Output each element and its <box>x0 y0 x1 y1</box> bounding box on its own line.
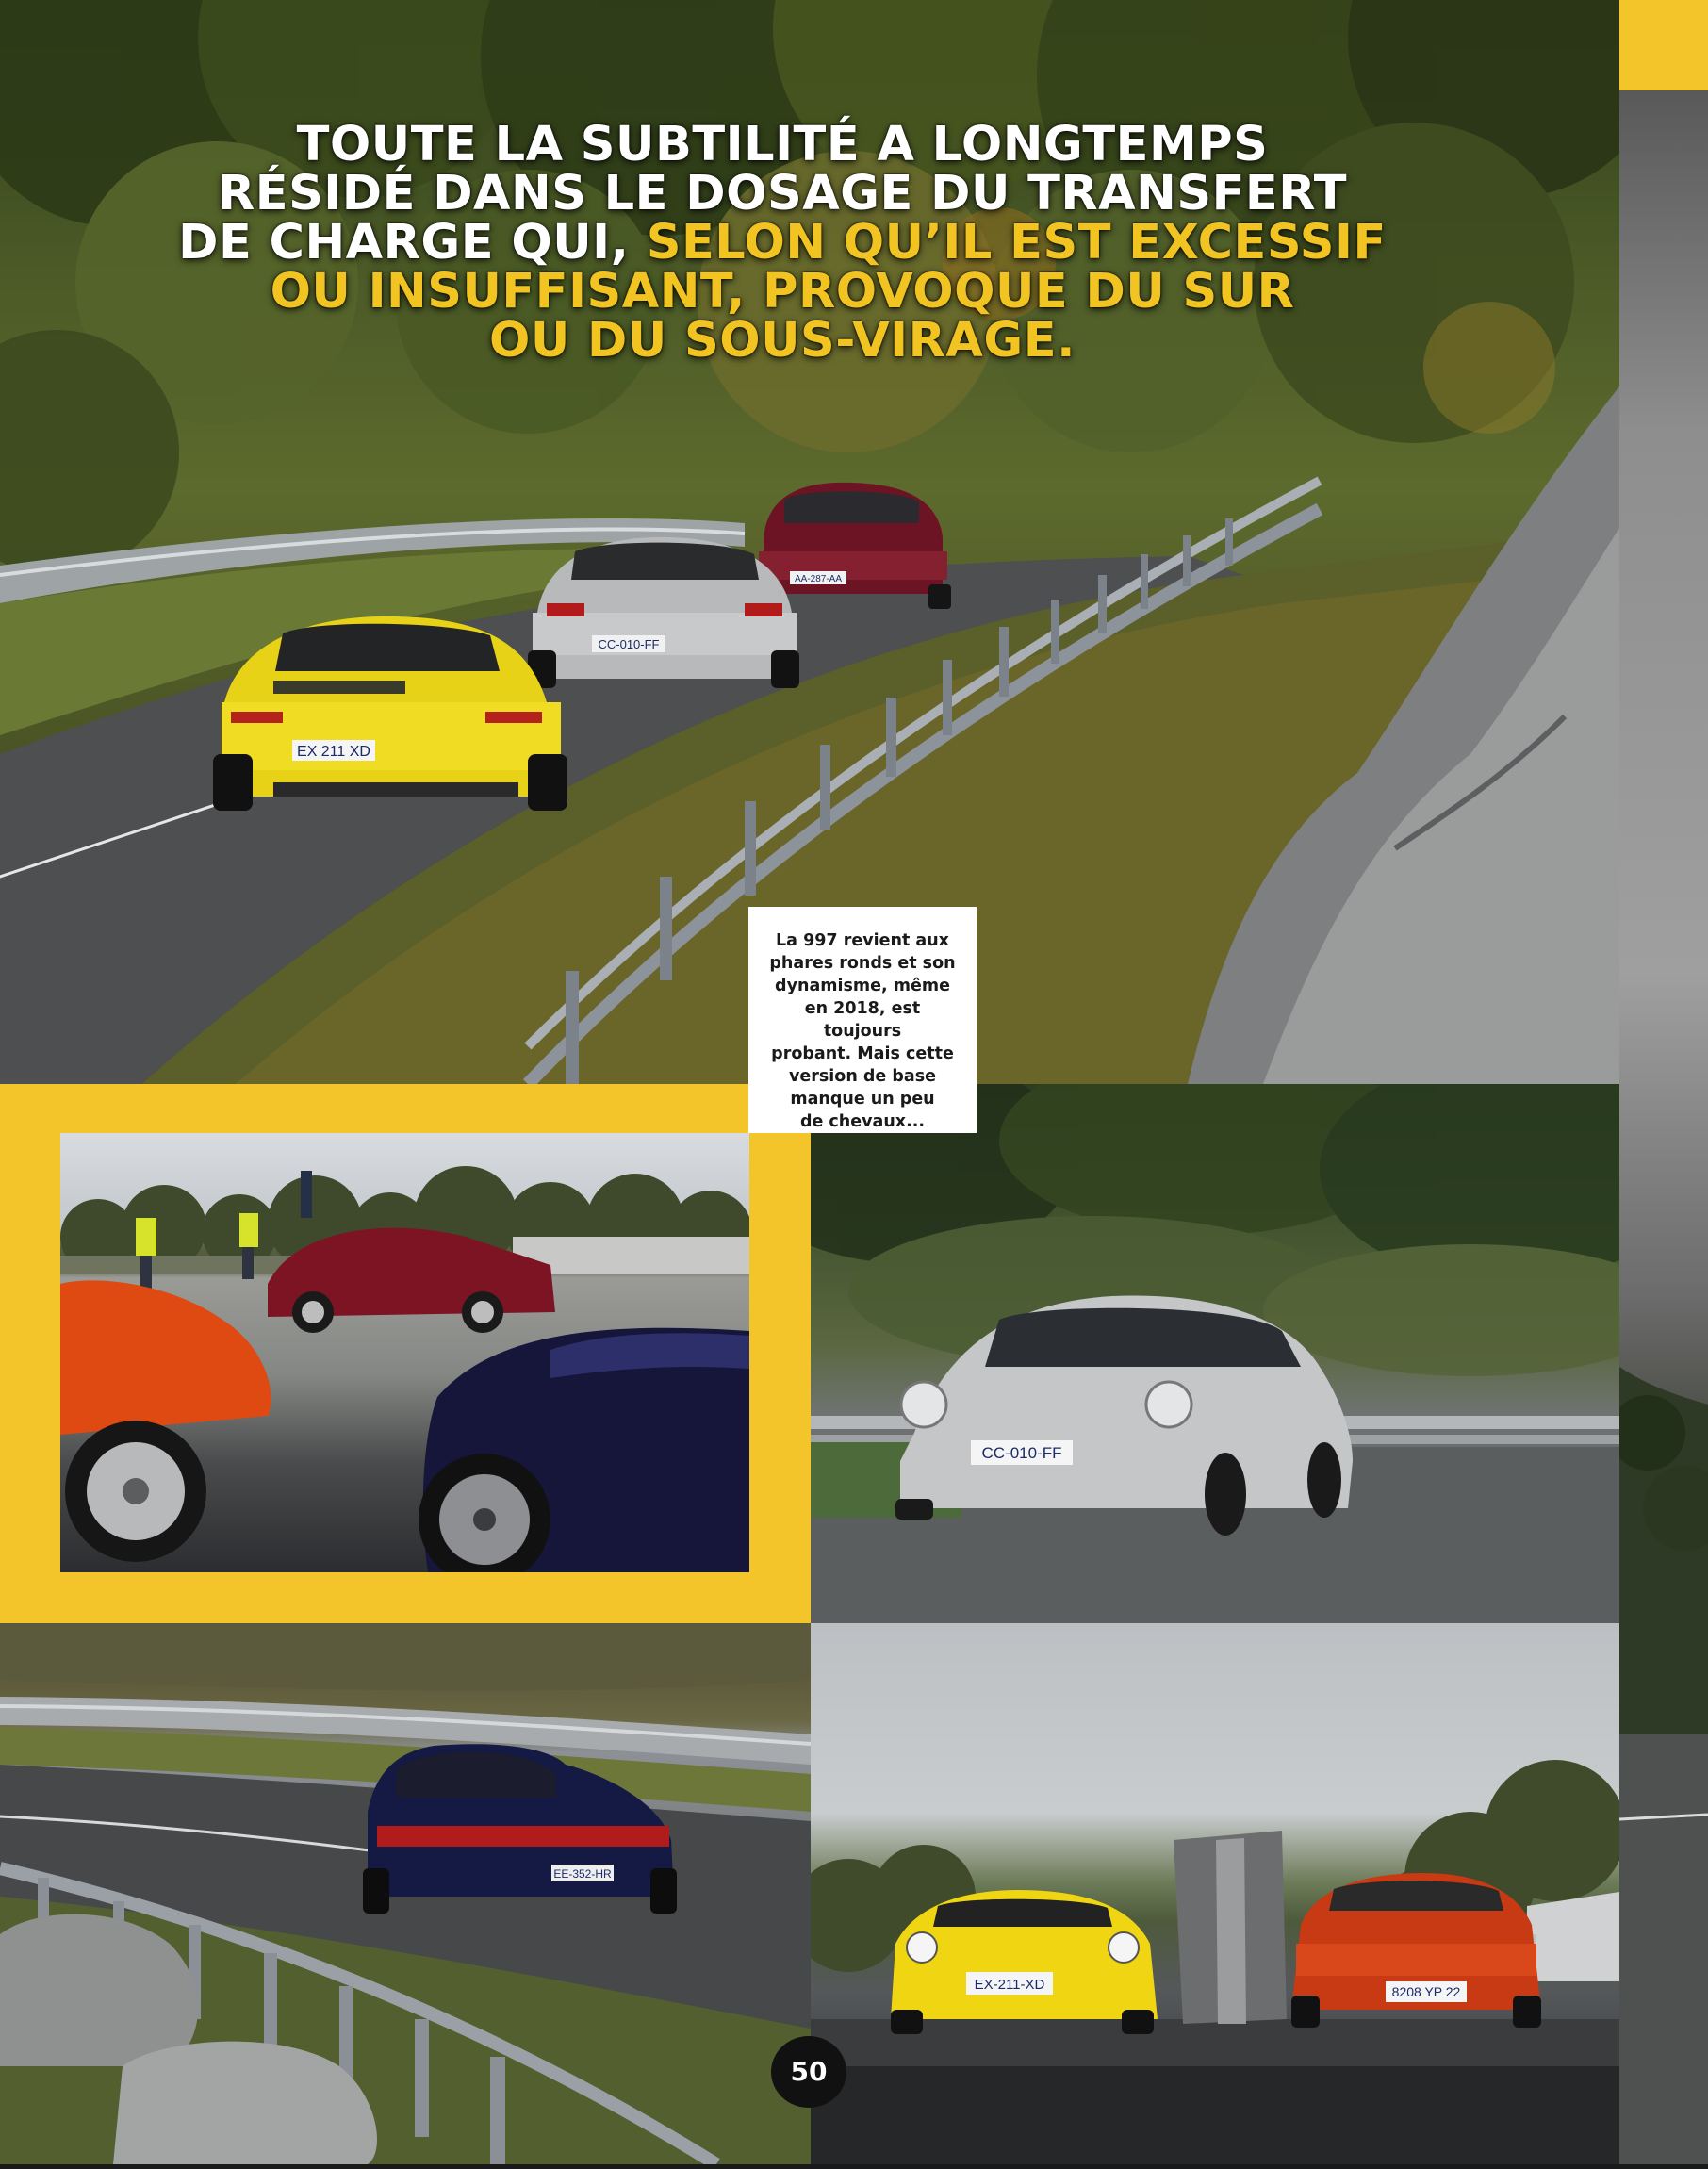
cabrio-photo-illustration <box>0 1623 811 2164</box>
silver-photo-illustration <box>811 1084 1619 1623</box>
right-strip-illustration <box>1619 0 1708 2164</box>
svg-text:AA-287-AA: AA-287-AA <box>794 574 843 584</box>
cabriolet-track-photo <box>0 1623 811 2164</box>
svg-text:EX-211-XD: EX-211-XD <box>974 1977 1045 1993</box>
lineup-photo-illustration <box>811 1623 1619 2164</box>
headline-line-3 <box>170 215 1395 271</box>
pull-quote-headline <box>170 117 1395 369</box>
svg-text:8208 YP 22: 8208 YP 22 <box>1391 1984 1461 1999</box>
headline-line-3-white: DE CHARGE QUI, <box>178 215 647 271</box>
lineup-yellow-orange-photo <box>811 1623 1619 2164</box>
page-number: 50 <box>771 2036 846 2108</box>
headline-line-1: TOUTE LA SUBTILITÉ A LONGTEMPS <box>296 117 1269 173</box>
headline-line-2: RÉSIDÉ DANS LE DOSAGE DU TRANSFERT <box>217 166 1348 222</box>
inset-photo-paddock <box>60 1133 749 1572</box>
svg-text:EX 211 XD: EX 211 XD <box>297 744 370 760</box>
inset-photo-illustration <box>60 1133 749 1572</box>
silver-997-action-photo <box>811 1084 1619 1623</box>
svg-text:CC-010-FF: CC-010-FF <box>981 1444 1062 1462</box>
photo-caption: La 997 revient aux phares ronds et son dynamisme, même en 2018, est toujours probant. Mais cette version de base manque un peu de chevaux... <box>748 907 977 1133</box>
yellow-corner-tab <box>1619 0 1708 90</box>
svg-text:CC-010-FF: CC-010-FF <box>598 637 660 651</box>
headline-line-3-yellow: SELON QU’IL EST EXCESSIF <box>646 215 1387 271</box>
headline-line-5: OU DU SOUS-VIRAGE. <box>489 313 1076 369</box>
svg-text:EE-352-HR: EE-352-HR <box>553 1867 612 1881</box>
right-edge-photo-strip <box>1619 0 1708 2164</box>
headline-line-4: OU INSUFFISANT, PROVOQUE DU SUR <box>270 264 1295 320</box>
